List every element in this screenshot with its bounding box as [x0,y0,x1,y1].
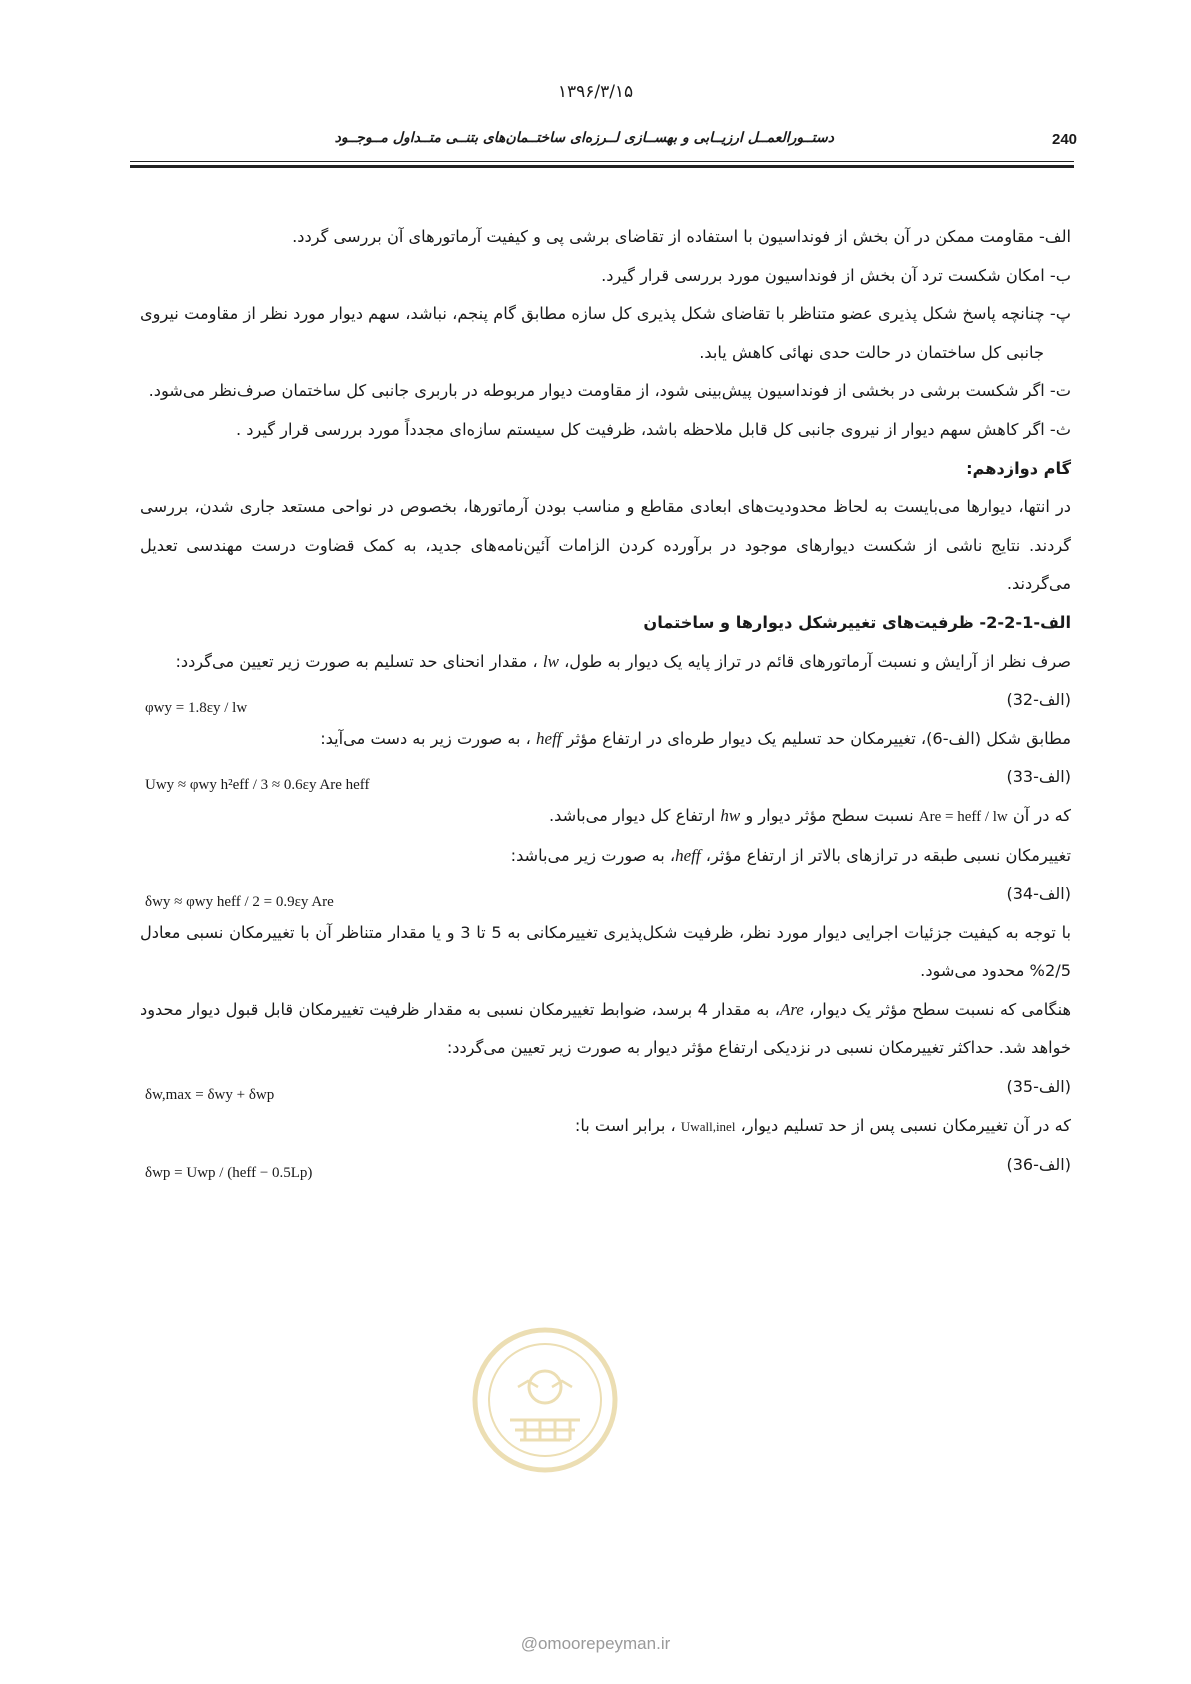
page-header [130,120,1078,154]
subsection-heading: الف-1-2-2- ظرفیت‌های تغییرشکل دیوارها و ساختمان [643,612,1071,632]
page-number: 240 [1052,131,1078,148]
equation-row [140,1068,1071,1107]
equation-number: (الف-33) [1006,767,1071,787]
paragraph: مطابق شکل (الف-6)، تغییرمکان حد تسلیم یک دیوار طره‌ای در ارتفاع مؤثر heff ، به صورت زیر به دست می‌آید: [320,728,1071,748]
equation-formula: δwy ≈ φwy heff / 2 = 0.9εy Are [145,894,334,911]
equation-formula: φwy = 1.8εy / lw [145,700,248,717]
equation-row [140,681,1071,720]
paragraph: با توجه به کیفیت جزئیات اجرایی دیوار مورد نظر، ظرفیت شکل‌پذیری تغییرمکانی به 5 تا 3 و یا مقدار متناظر آن با تغییرمکان نسبی معادل 2/5% محدود می‌شود. [140,922,1072,981]
inline-variable: hw [720,805,741,825]
inline-variable: heff [536,728,562,748]
paragraph: در انتها، دیوارها می‌بایست به لحاظ محدودیت‌های ابعادی مقاطع و مناسب بودن آرماتورها، بخصوص در نواحی مستعد جاری شدن، بررسی گردند. نتایج ناشی از شکست دیوارهای موجود در برآورده کردن الزامات آئین‌نامه‌های جدید، به کمک قضاوت درست مهندسی تعدیل می‌گردند. [140,497,1071,594]
equation-number: (الف-34) [1006,884,1071,904]
date-stamp: ۱۳۹۶/۳/۱۵ [557,82,634,102]
equation-number: (الف-32) [1006,690,1071,710]
equation-formula: δw,max = δwy + δwp [145,1087,275,1104]
paragraph: هنگامی که نسبت سطح مؤثر یک دیوار، Are، به مقدار 4 برسد، ضوابط تغییرمکان نسبی به مقدار ظرفیت تغییرمکان قابل قبول دیوار محدود خواهد شد. حداکثر تغییرمکان نسبی در نزدیکی ارتفاع مؤثر دیوار به صورت زیر تعیین می‌گردد: [140,999,1071,1058]
header-rule-thick [130,165,1074,168]
inline-variable: heff [675,845,701,865]
running-title: دستــورالعمــل ارزیــابی و بهســازی لــرزه‌ای ساختــمان‌های بتنــی متــداول مــوجــود [334,130,834,146]
paragraph: که در آن تغییرمکان نسبی پس از حد تسلیم دیوار، Uwall,inel ، برابر است با: [574,1115,1071,1135]
list-item: ب- امکان شکست ترد آن بخش از فونداسیون مورد بررسی قرار گیرد. [601,265,1071,285]
inline-formula: Are = heff / lw [918,808,1008,825]
watermark-seal-icon [470,1325,620,1475]
section-heading: گام دوازدهم: [966,458,1071,478]
equation-formula: Uwy ≈ φwy h²eff / 3 ≈ 0.6εy Are heff [145,777,370,794]
inline-variable: lw [542,651,559,671]
inline-variable: Are [779,999,804,1019]
list-item: پ- چنانچه پاسخ شکل پذیری عضو متناظر با تقاضای شکل پذیری کل سازه مطابق گام پنجم، نباشد، سهم دیوار مورد نظر از مقاومت نیروی جانبی کل ساختمان در حالت حدی نهائی کاهش یابد. [140,304,1071,362]
list-item: ت- اگر شکست برشی در بخشی از فونداسیون پیش‌بینی شود، از مقاومت دیوار مربوطه در باربری جانبی کل ساختمان صرف‌نظر می‌شود. [148,381,1071,401]
footer-website: @omoorepeyman.ir [520,1634,671,1653]
header-rule-thin [130,161,1074,162]
paragraph: صرف نظر از آرایش و نسبت آرماتورهای قائم در تراز پایه یک دیوار به طول، lw ، مقدار انحنای حد تسلیم به صورت زیر تعیین می‌گردد: [175,651,1071,671]
equation-row [140,1146,1071,1185]
list-item: الف- مقاومت ممکن در آن بخش از فونداسیون با استفاده از تقاضای برشی پی و کیفیت آرماتورهای آن بررسی گردد. [292,227,1071,246]
equation-row [140,875,1071,914]
paragraph: که در آن Are = heff / lw نسبت سطح مؤثر دیوار و hw ارتفاع کل دیوار می‌باشد. [548,805,1071,825]
paragraph: تغییرمکان نسبی طبقه در ترازهای بالاتر از ارتفاع مؤثر، heff، به صورت زیر می‌باشد: [510,845,1071,865]
equation-number: (الف-35) [1006,1077,1071,1097]
document-body [140,218,1071,1185]
list-item: ث- اگر کاهش سهم دیوار از نیروی جانبی کل قابل ملاحظه باشد، ظرفیت کل سیستم سازه‌ای مجدداً مورد بررسی قرار گیرد . [236,419,1071,439]
equation-formula: δwp = Uwp / (heff − 0.5Lp) [145,1165,313,1182]
inline-variable: Uwall,inel [680,1118,736,1134]
equation-row [140,758,1071,797]
equation-number: (الف-36) [1006,1155,1071,1175]
